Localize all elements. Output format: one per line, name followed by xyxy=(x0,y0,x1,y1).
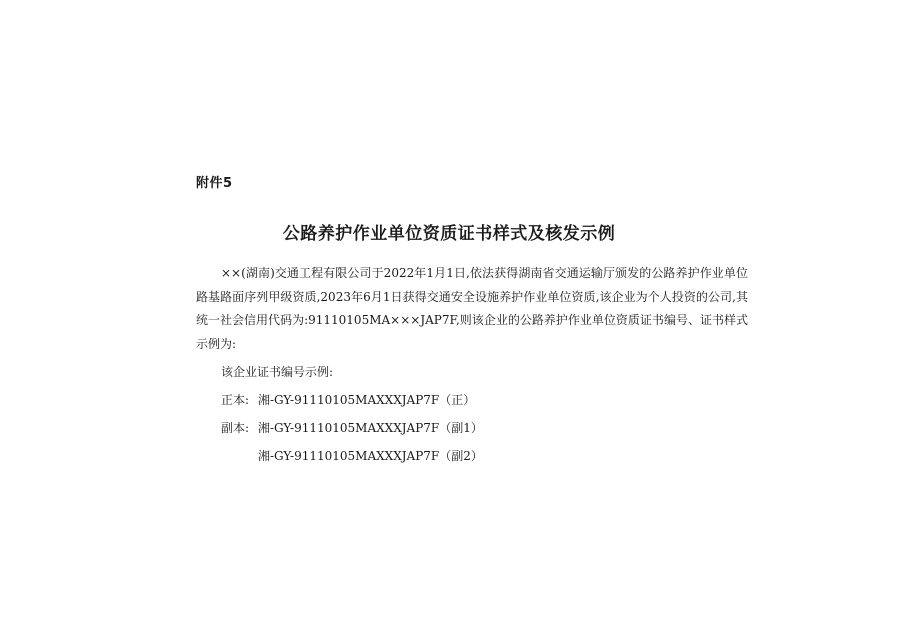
example-intro: 该企业证书编号示例: xyxy=(221,365,334,379)
body-paragraph: ××(湖南)交通工程有限公司于2022年1月1日,依法获得湖南省交通运输厅颁发的公路养护作业单位路基路面序列甲级资质,2023年6月1日获得交通安全设施养护作业单位资质,该企业为个人投资的公司,其统一社会信用代码为:91110105MA×××JAP7F,则该企业的公路养护作业单位资质证书编号、证书样式示例为: xyxy=(196,266,748,351)
copy-cert-line-2 xyxy=(258,448,483,464)
copy-cert-number-1: 湘-GY-91110105MAXXXJAP7F（副1） xyxy=(258,421,483,435)
document-title: 公路养护作业单位资质证书样式及核发示例 xyxy=(282,224,616,244)
attachment-label: 附件5 xyxy=(196,176,233,191)
original-cert-line xyxy=(221,392,475,408)
copy-cert-label: 副本: xyxy=(221,421,250,435)
copy-cert-line-1 xyxy=(221,420,483,436)
original-cert-number: 湘-GY-91110105MAXXXJAP7F（正） xyxy=(258,393,476,407)
copy-cert-number-2: 湘-GY-91110105MAXXXJAP7F（副2） xyxy=(258,449,483,463)
original-cert-label: 正本: xyxy=(221,393,250,407)
